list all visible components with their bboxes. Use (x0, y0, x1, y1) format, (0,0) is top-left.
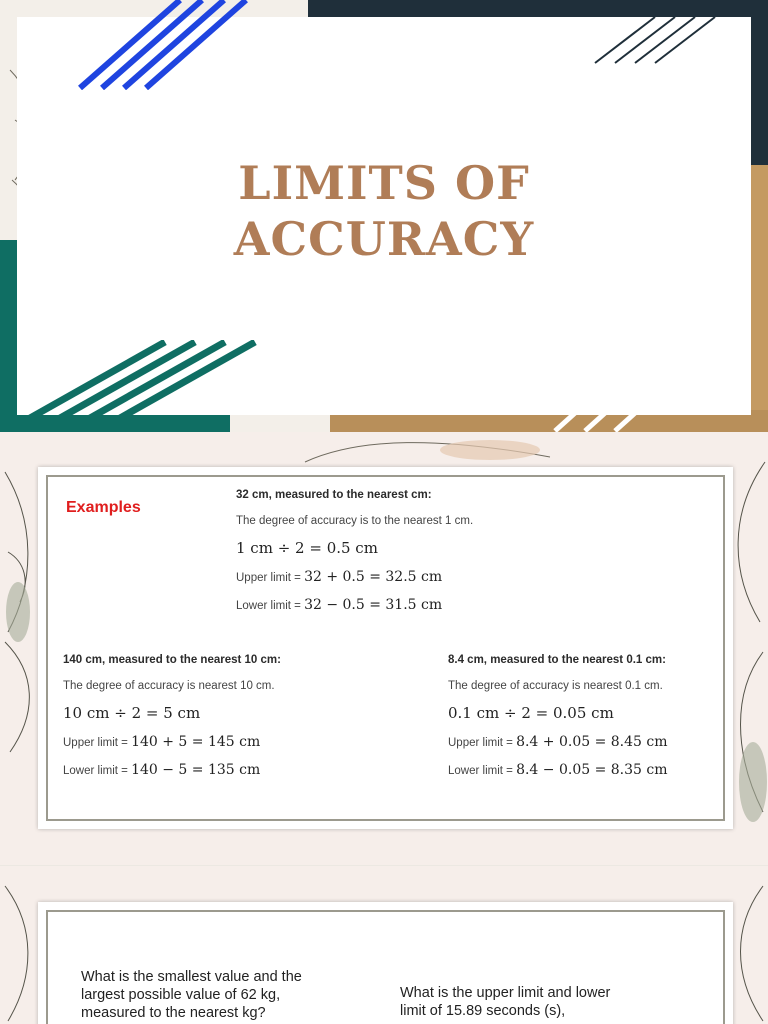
lower-limit-row (63, 762, 281, 778)
lower-limit-row (236, 597, 473, 613)
example-calculation: 1 cm ÷ 2 = 0.5 cm (236, 539, 378, 557)
lower-limit-label: Lower limit = (63, 765, 132, 777)
questions-slide (0, 866, 768, 1024)
lower-limit-equation: 32 − 0.5 = 31.5 cm (304, 597, 443, 613)
title-line-2: ACCURACY (233, 212, 535, 266)
example-140cm (63, 654, 281, 778)
leaf-decoration-right (728, 876, 768, 1024)
white-stripes-decoration (550, 412, 660, 432)
question-1-line-1: What is the smallest value and the (81, 969, 302, 985)
examples-slide (0, 432, 768, 865)
example-description: The degree of accuracy is to the nearest 1 cm. (236, 515, 474, 527)
title-slide (0, 0, 768, 432)
upper-limit-row (63, 734, 281, 750)
question-2-line-2: limit of 15.89 seconds (s), (400, 1003, 566, 1019)
example-description: The degree of accuracy is nearest 10 cm. (63, 680, 275, 692)
upper-limit-equation: 8.4 + 0.05 = 8.45 cm (516, 734, 668, 750)
example-calculation: 0.1 cm ÷ 2 = 0.05 cm (448, 704, 614, 722)
upper-limit-label: Upper limit = (236, 572, 305, 584)
lower-limit-equation: 8.4 − 0.05 = 8.35 cm (516, 762, 668, 778)
upper-limit-label: Upper limit = (448, 737, 517, 749)
example-calculation: 10 cm ÷ 2 = 5 cm (63, 704, 201, 722)
navy-stripes-decoration (590, 15, 730, 65)
example-header: 32 cm, measured to the nearest cm: (236, 489, 432, 501)
upper-limit-row (448, 734, 668, 750)
questions-card (38, 902, 733, 1024)
upper-limit-row (236, 569, 473, 585)
leaf-decoration-left (0, 876, 40, 1024)
examples-heading: Examples (66, 499, 141, 516)
example-8-4cm (448, 654, 668, 778)
question-1 (81, 968, 302, 1022)
lower-limit-label: Lower limit = (236, 600, 305, 612)
example-header: 140 cm, measured to the nearest 10 cm: (63, 654, 281, 666)
upper-limit-equation: 32 + 0.5 = 32.5 cm (304, 569, 443, 585)
question-2 (400, 984, 610, 1020)
examples-card (38, 467, 733, 829)
slide-title (17, 155, 751, 267)
example-32cm (236, 489, 473, 613)
upper-limit-label: Upper limit = (63, 737, 132, 749)
example-header: 8.4 cm, measured to the nearest 0.1 cm: (448, 654, 666, 666)
question-2-line-1: What is the upper limit and lower (400, 985, 611, 1001)
lower-limit-row (448, 762, 668, 778)
teal-stripes-decoration (25, 340, 265, 420)
title-line-1: LIMITS OF (238, 156, 530, 210)
example-description: The degree of accuracy is nearest 0.1 cm. (448, 680, 663, 692)
lower-limit-label: Lower limit = (448, 765, 517, 777)
leaf-decoration-top (300, 432, 560, 467)
upper-limit-equation: 140 + 5 = 145 cm (131, 734, 261, 750)
blue-stripes-decoration (70, 0, 270, 90)
lower-limit-equation: 140 − 5 = 135 cm (131, 762, 261, 778)
question-1-line-3: measured to the nearest kg? (81, 1005, 266, 1021)
question-1-line-2: largest possible value of 62 kg, (81, 987, 281, 1003)
